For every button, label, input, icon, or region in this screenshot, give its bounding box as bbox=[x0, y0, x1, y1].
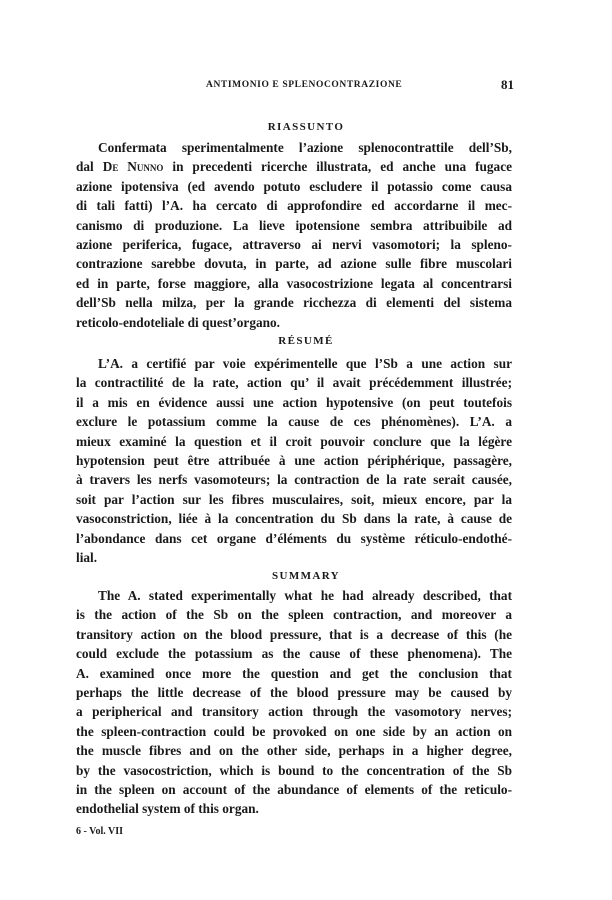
text-line: di tali fatti) l’A. ha cercato di approfondire ed accordarne il mec- bbox=[76, 198, 512, 214]
riassunto-heading: RIASSUNTO bbox=[267, 121, 345, 133]
text-line: is the action of the Sb on the spleen contraction, and moreover a bbox=[76, 607, 512, 623]
text-line: could exclude the potassium as the cause of these phenomena). The bbox=[76, 646, 512, 662]
text-line: perhaps the little decrease of the blood pressure may be caused by bbox=[76, 685, 512, 701]
summary-heading: SUMMARY bbox=[271, 570, 341, 582]
text-line: by the vasocostriction, which is bound to the concentration of the Sb bbox=[76, 762, 512, 778]
summary-paragraph bbox=[76, 586, 512, 819]
text-line: ed in parte, forse maggiore, alla vasocostrizione legata al concentrarsi bbox=[76, 275, 512, 291]
text-line: soit par l’action sur les fibres musculaires, soit, mieux encore, par la bbox=[76, 491, 512, 507]
text-line: canismo di produzione. La lieve ipotensione sembra attribuibile ad bbox=[76, 217, 512, 233]
text-line: dell’Sb nella milza, per la grande ricchezza di elementi del sistema bbox=[76, 295, 512, 311]
text-line: transitory action on the blood pressure, that is a decrease of this (he bbox=[76, 626, 512, 642]
text-line: il a mis en évidence aussi une action hypotensive (on peut toutefois bbox=[76, 394, 512, 410]
text-line: reticolo-endoteliale di quest’organo. bbox=[76, 314, 280, 330]
text-line: hypotension peut être attribuée à une action périphérique, passagère, bbox=[76, 453, 512, 469]
text-line: a peripherical and transitory action through the vasomotory nerves; bbox=[76, 704, 512, 720]
riassunto-paragraph bbox=[76, 138, 512, 332]
text-line: l’abondance dans cet organe d’éléments du système réticulo-endothé- bbox=[76, 530, 512, 546]
text-line: azione periferica, fugace, attraverso ai nervi vasomotori; la spleno- bbox=[76, 237, 512, 253]
text-line: A. examined once more the question and get the conclusion that bbox=[76, 665, 512, 681]
text-line: the muscle fibres and on the other side, perhaps in a higher degree, bbox=[76, 743, 512, 759]
text-line: endothelial system of this organ. bbox=[76, 801, 259, 817]
text-line: contrazione sarebbe dovuta, in parte, ad azione sulle fibre muscolari bbox=[76, 256, 512, 272]
text-line: in the spleen on account of the abundance of elements of the reticulo- bbox=[76, 782, 512, 798]
text-line: lial. bbox=[76, 550, 98, 566]
text-line: exclure le potassium comme la cause de ces phénomènes). L’A. a bbox=[76, 414, 512, 430]
text-line: the spleen-contraction could be provoked on one side by an action on bbox=[76, 723, 512, 739]
text-line: à travers les nerfs vasomoteurs; la contraction de la rate serait causée, bbox=[76, 472, 512, 488]
text-line: vasoconstriction, liée à la concentration du Sb dans la rate, à cause de bbox=[76, 511, 512, 527]
text-line: Confermata sperimentalmente l’azione splenocontrattile dell’Sb, bbox=[98, 140, 512, 155]
text-line: la contractilité de la rate, action qu’ il avait précédemment illustrée; bbox=[76, 375, 512, 391]
text-line: azione ipotensiva (ed avendo potuto escludere il potassio come causa bbox=[76, 178, 512, 194]
text-line: The A. stated experimentally what he had already described, that bbox=[98, 588, 512, 603]
text-line: dal De Nunno in precedenti ricerche illustrata, ed anche una fugace bbox=[76, 159, 513, 175]
running-head: ANTIMONIO E SPLENOCONTRAZIONE bbox=[206, 80, 403, 90]
resume-paragraph bbox=[76, 354, 512, 567]
page-number: 81 bbox=[501, 77, 514, 92]
resume-heading: RÉSUMÉ bbox=[278, 335, 334, 347]
text-line: mieux examiné la question et il croit pouvoir conclure que la légère bbox=[76, 433, 512, 449]
signature-mark: 6 - Vol. VII bbox=[76, 826, 124, 837]
author-name: De Nunno bbox=[102, 159, 164, 175]
text-line: L’A. a certifié par voie expérimentelle que l’Sb a une action sur bbox=[98, 356, 512, 371]
